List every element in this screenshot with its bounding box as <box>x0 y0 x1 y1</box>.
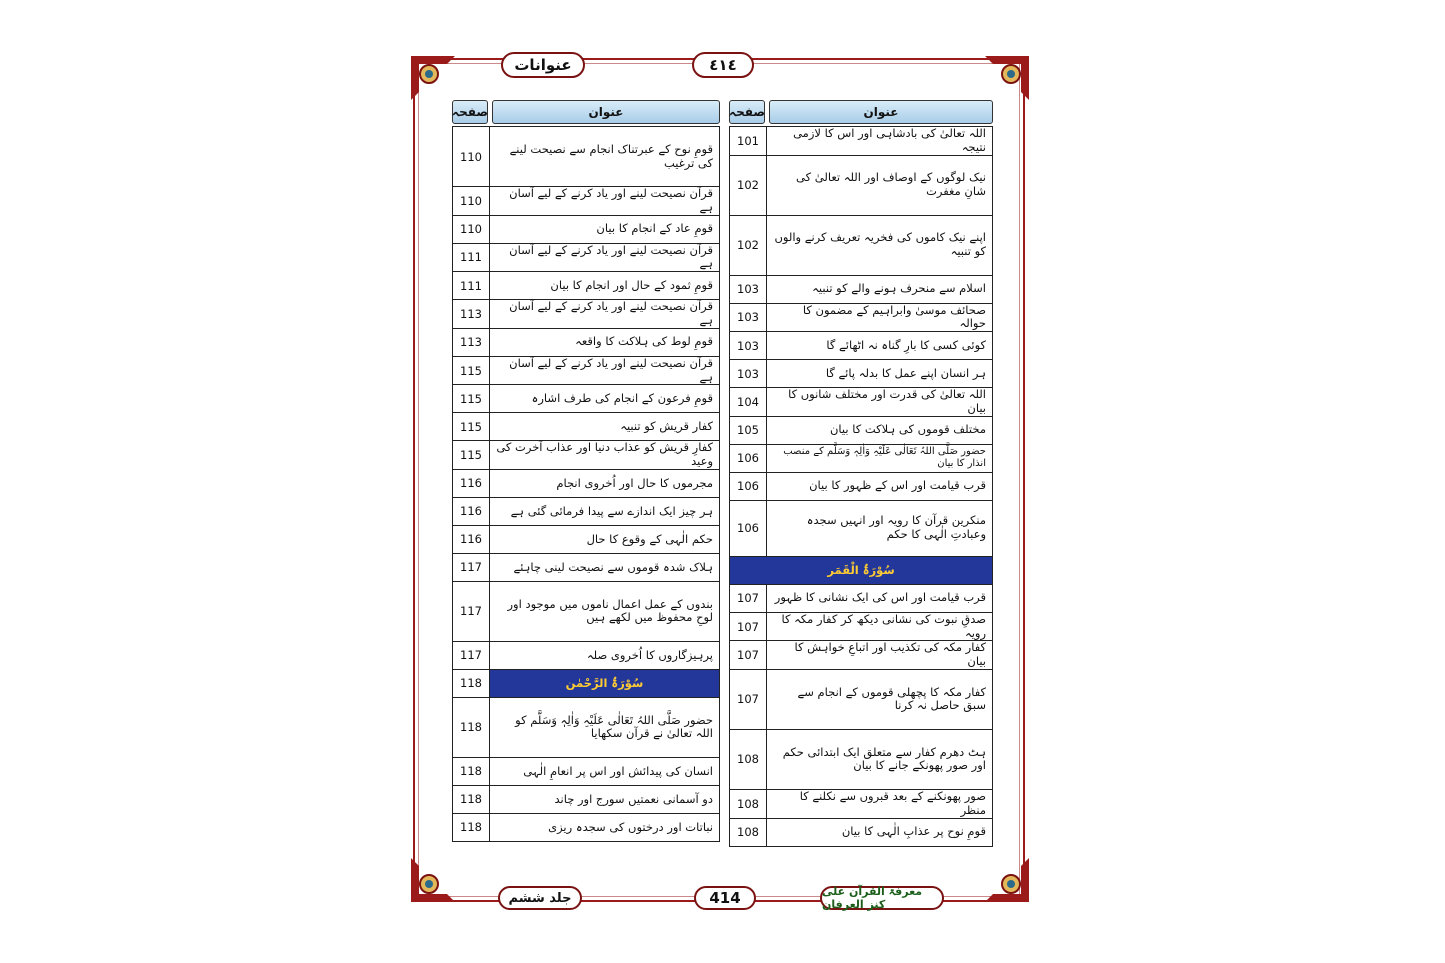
entry-title: حضور صَلَّی اللہُ تَعَالٰی عَلَیْہِ وَاٰلِہٖ وَسَلَّم کو اللہ تعالیٰ نے قرآن سکھایا <box>490 697 720 757</box>
entry-page: 115 <box>453 385 490 413</box>
page-number-footer: 414 <box>694 886 756 910</box>
entry-page: 116 <box>453 525 490 553</box>
entry-page: 118 <box>453 813 490 841</box>
entry-page: 108 <box>730 818 767 846</box>
entry-title: ہلاک شدہ قوموں سے نصیحت لینی چاہئے <box>490 553 720 581</box>
entry-title: انسان کی پیدائش اور اس پر انعامِ الٰہی <box>490 757 720 785</box>
entry-page: 107 <box>730 584 767 612</box>
entry-page: 115 <box>453 441 490 470</box>
entry-page: 107 <box>730 641 767 670</box>
entry-page: 106 <box>730 444 767 472</box>
entry-title: منکرین قرآن کا رویہ اور انہیں سجدہ وعبادتِ الٰہی کا حکم <box>767 500 993 556</box>
page-column-header: صفحہ <box>452 100 488 124</box>
entry-title: کفار قریش کو تنبیہ <box>490 413 720 441</box>
entry-title: قرآن نصیحت لینے اور یاد کرنے کے لیے آسان ہے <box>490 243 720 272</box>
entry-page: 116 <box>453 497 490 525</box>
entry-page: 116 <box>453 469 490 497</box>
entry-page: 103 <box>730 303 767 332</box>
entry-page: 118 <box>453 785 490 813</box>
entry-page: 117 <box>453 581 490 641</box>
entry-title: نباتات اور درختوں کی سجدہ ریزی <box>490 813 720 841</box>
corner-ornament-icon <box>407 854 459 906</box>
entry-title: قرآن نصیحت لینے اور یاد کرنے کے لیے آسان ہے <box>490 300 720 329</box>
entry-page: 103 <box>730 360 767 388</box>
entry-title: کوئی کسی کا بارِ گناہ نہ اٹھائے گا <box>767 332 993 360</box>
entry-title: اپنے نیک کاموں کی فخریہ تعریف کرنے والوں کو تنبیہ <box>767 215 993 275</box>
entry-title: ہر چیز ایک اندازے سے پیدا فرمائی گئی ہے <box>490 497 720 525</box>
entry-title: کفار مکہ کی تکذیب اور اتباعِ خواہش کا بیان <box>767 641 993 670</box>
entry-page: 107 <box>730 612 767 641</box>
entry-page: 110 <box>453 187 490 216</box>
entry-page: 118 <box>453 697 490 757</box>
entry-page: 117 <box>453 641 490 669</box>
entry-page: 106 <box>730 472 767 500</box>
corner-ornament-icon <box>981 52 1033 104</box>
entry-title: اللہ تعالیٰ کی بادشاہی اور اس کا لازمی نتیجہ <box>767 127 993 156</box>
surah-banner: سُوْرَۃُ الْقَمَر <box>730 556 993 584</box>
entry-title: ہر انسان اپنے عمل کا بدلہ پائے گا <box>767 360 993 388</box>
entry-title: پرہیزگاروں کا اُخروی صلہ <box>490 641 720 669</box>
entry-page: 110 <box>453 215 490 243</box>
entry-title: قرآن نصیحت لینے اور یاد کرنے کے لیے آسان ہے <box>490 187 720 216</box>
entry-page: 103 <box>730 332 767 360</box>
entry-page: 108 <box>730 729 767 789</box>
entry-page: 106 <box>730 500 767 556</box>
entry-page: 118 <box>453 669 490 697</box>
entry-title: صحائف موسیٰ وابراہیم کے مضمون کا حوالہ <box>767 303 993 332</box>
title-column-header: عنوان <box>769 100 993 124</box>
entry-title: قومِ نوح پر عذابِ الٰہی کا بیان <box>767 818 993 846</box>
entry-title: ہٹ دھرم کفار سے متعلق ایک ابتدائی حکم اور صور پھونکے جانے کا بیان <box>767 729 993 789</box>
entry-page: 115 <box>453 413 490 441</box>
index-column-left <box>452 100 720 842</box>
entry-page: 108 <box>730 789 767 818</box>
entry-title: اسلام سے منحرف ہونے والے کو تنبیہ <box>767 275 993 303</box>
entry-title: قومِ فرعون کے انجام کی طرف اشارہ <box>490 385 720 413</box>
entry-title: قومِ لوط کی ہلاکت کا واقعہ <box>490 328 720 356</box>
index-column-right <box>729 100 993 847</box>
entry-page: 103 <box>730 275 767 303</box>
entry-page: 104 <box>730 388 767 417</box>
entry-page: 107 <box>730 669 767 729</box>
entry-title: حکم الٰہی کے وقوع کا حال <box>490 525 720 553</box>
entry-page: 101 <box>730 127 767 156</box>
entry-title: قرآن نصیحت لینے اور یاد کرنے کے لیے آسان ہے <box>490 356 720 385</box>
entry-title: قرب قیامت اور اس کے ظہور کا بیان <box>767 472 993 500</box>
section-title: عنوانات <box>501 52 585 78</box>
entry-title: دو آسمانی نعمتیں سورج اور چاند <box>490 785 720 813</box>
corner-ornament-icon <box>407 52 459 104</box>
entry-page: 117 <box>453 553 490 581</box>
entry-title: اللہ تعالیٰ کی قدرت اور مختلف شانوں کا بیان <box>767 388 993 417</box>
entry-title: مختلف قوموں کی ہلاکت کا بیان <box>767 416 993 444</box>
entry-page: 118 <box>453 757 490 785</box>
entry-title: حضور صَلَّی اللہُ تَعَالٰی عَلَیْہِ وَاٰلِہٖ وَسَلَّم کے منصب انذار کا بیان <box>767 444 993 472</box>
entry-page: 111 <box>453 272 490 300</box>
corner-ornament-icon <box>981 854 1033 906</box>
page-number-header: ٤١٤ <box>692 52 754 78</box>
volume-label: جلد ششم <box>498 886 582 910</box>
entry-page: 115 <box>453 356 490 385</box>
entry-page: 113 <box>453 328 490 356</box>
surah-banner: سُوْرَۃُ الرَّحْمٰن <box>490 669 720 697</box>
index-table-left <box>452 126 720 842</box>
entry-title: قرب قیامت اور اس کی ایک نشانی کا ظہور <box>767 584 993 612</box>
entry-title: صدقِ نبوت کی نشانی دیکھ کر کفار مکہ کا رویہ <box>767 612 993 641</box>
entry-title: نیک لوگوں کے اوصاف اور اللہ تعالیٰ کی شانِ مغفرت <box>767 155 993 215</box>
entry-page: 105 <box>730 416 767 444</box>
entry-title: کفارِ قریش کو عذاب دنیا اور عذاب آخرت کی وعید <box>490 441 720 470</box>
page-column-header: صفحہ <box>729 100 765 124</box>
entry-page: 110 <box>453 127 490 187</box>
index-table-right <box>729 126 993 847</box>
entry-page: 102 <box>730 155 767 215</box>
entry-title: مجرموں کا حال اور اُخروی انجام <box>490 469 720 497</box>
entry-title: کفار مکہ کا پچھلی قوموں کے انجام سے سبق حاصل نہ کرنا <box>767 669 993 729</box>
entry-title: قومِ عاد کے انجام کا بیان <box>490 215 720 243</box>
entry-page: 111 <box>453 243 490 272</box>
book-title: معرفۃ القرآن علی کنز العرفان <box>820 886 944 910</box>
entry-title: بندوں کے عمل اعمال ناموں میں موجود اور لوحِ محفوظ میں لکھے ہیں <box>490 581 720 641</box>
entry-page: 113 <box>453 300 490 329</box>
entry-page: 102 <box>730 215 767 275</box>
entry-title: قومِ ثمود کے حال اور انجام کا بیان <box>490 272 720 300</box>
book-page <box>405 48 1035 913</box>
entry-title: صور پھونکنے کے بعد قبروں سے نکلنے کا منظر <box>767 789 993 818</box>
title-column-header: عنوان <box>492 100 720 124</box>
entry-title: قومِ نوح کے عبرتناک انجام سے نصیحت لینے کی ترغیب <box>490 127 720 187</box>
